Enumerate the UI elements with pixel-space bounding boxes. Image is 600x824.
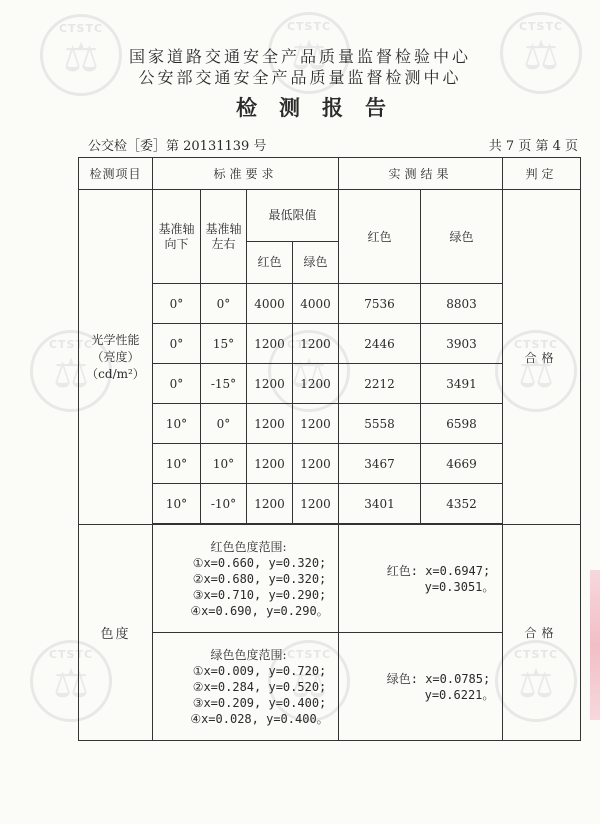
cell-lr: 0° [201, 404, 247, 444]
red-stamp-edge [590, 570, 600, 720]
cell-min-red: 1200 [247, 364, 293, 404]
cell-min-green: 4000 [293, 284, 339, 324]
cell-lr: 15° [201, 324, 247, 364]
cell-min-green: 1200 [293, 404, 339, 444]
cell-down: 0° [153, 364, 201, 404]
red-chroma-point: ④x=0.690, y=0.290。 [190, 603, 329, 618]
org-name-line2: 公安部交通安全产品质量监督检测中心 [138, 68, 462, 87]
table-header-row [79, 158, 581, 190]
cell-min-green: 1200 [293, 484, 339, 524]
cell-measured-green: 4352 [421, 484, 503, 524]
cell-min-green: 1200 [293, 364, 339, 404]
optical-item-line1: 光学性能 [91, 332, 140, 347]
cell-measured-green: 3491 [421, 364, 503, 404]
cell-measured-green: 8803 [421, 284, 503, 324]
green-chroma-point: ④x=0.028, y=0.400。 [190, 711, 329, 726]
green-chroma-point: ③x=0.209, y=0.400; [192, 695, 327, 710]
cell-down: 10° [153, 404, 201, 444]
org-name-line1: 国家道路交通安全产品质量监督检验中心 [128, 47, 471, 66]
green-chroma-point: ①x=0.009, y=0.720; [192, 663, 327, 678]
green-chroma-label: 绿色色度范围: [210, 647, 287, 662]
cell-measured-red: 5558 [339, 404, 421, 444]
cell-measured-red: 3401 [339, 484, 421, 524]
red-chroma-range [153, 525, 339, 633]
col-header-result: 实测结果 [339, 158, 503, 190]
subheader-min-green: 绿色 [293, 242, 339, 284]
cell-measured-green: 4669 [421, 444, 503, 484]
green-chroma-point: ②x=0.284, y=0.520; [192, 679, 327, 694]
cell-min-red: 1200 [247, 484, 293, 524]
cell-lr: 10° [201, 444, 247, 484]
cell-down: 10° [153, 444, 201, 484]
red-result-x: 红色: x=0.6947; [386, 563, 491, 578]
red-chroma-point: ②x=0.680, y=0.320; [192, 571, 327, 586]
chroma-judgement: 合格 [503, 525, 581, 741]
cell-min-green: 1200 [293, 444, 339, 484]
cell-min-red: 1200 [247, 324, 293, 364]
cell-down: 10° [153, 484, 201, 524]
green-result-y: y=0.6221。 [424, 687, 495, 702]
cell-lr: 0° [201, 284, 247, 324]
chroma-item: 色度 [79, 525, 153, 741]
cell-measured-red: 2446 [339, 324, 421, 364]
cell-measured-red: 3467 [339, 444, 421, 484]
subheader-axis-lr: 基准轴左右 [201, 190, 247, 284]
cell-measured-red: 7536 [339, 284, 421, 324]
optical-judgement: 合格 [503, 190, 581, 525]
red-chroma-label: 红色色度范围: [210, 539, 287, 554]
red-chroma-point: ③x=0.710, y=0.290; [192, 587, 327, 602]
cell-measured-red: 2212 [339, 364, 421, 404]
cell-min-red: 4000 [247, 284, 293, 324]
subheader-axis-down: 基准轴向下 [153, 190, 201, 284]
red-result-y: y=0.3051。 [424, 579, 495, 594]
page-info: 共 7 页 第 4 页 [488, 139, 578, 154]
subheader-min-limit: 最低限值 [247, 190, 339, 242]
cell-down: 0° [153, 284, 201, 324]
subheader-measured-green: 绿色 [421, 190, 503, 284]
table-subheader-row [79, 190, 581, 242]
optical-item-line2: （亮度） [91, 349, 140, 364]
col-header-judgement: 判定 [503, 158, 581, 190]
cell-lr: -10° [201, 484, 247, 524]
cell-measured-green: 3903 [421, 324, 503, 364]
report-title: 检测报告 [236, 95, 408, 120]
green-chroma-result [339, 633, 503, 741]
red-chroma-point: ①x=0.660, y=0.320; [192, 555, 327, 570]
optical-item-cell [79, 190, 153, 525]
optical-item-line3: （cd/m²） [86, 366, 145, 381]
cell-lr: -15° [201, 364, 247, 404]
cell-min-green: 1200 [293, 324, 339, 364]
cell-min-red: 1200 [247, 404, 293, 444]
chroma-row [79, 525, 581, 633]
cell-down: 0° [153, 324, 201, 364]
col-header-item: 检测项目 [79, 158, 153, 190]
cell-min-red: 1200 [247, 444, 293, 484]
red-chroma-result [339, 525, 503, 633]
green-result-x: 绿色: x=0.0785; [386, 671, 491, 686]
cell-measured-green: 6598 [421, 404, 503, 444]
col-header-standard: 标准要求 [153, 158, 339, 190]
subheader-min-red: 红色 [247, 242, 293, 284]
green-chroma-range [153, 633, 339, 741]
results-table [78, 157, 581, 741]
subheader-measured-red: 红色 [339, 190, 421, 284]
report-number: 公交检［委］第 20131139 号 [88, 139, 267, 154]
